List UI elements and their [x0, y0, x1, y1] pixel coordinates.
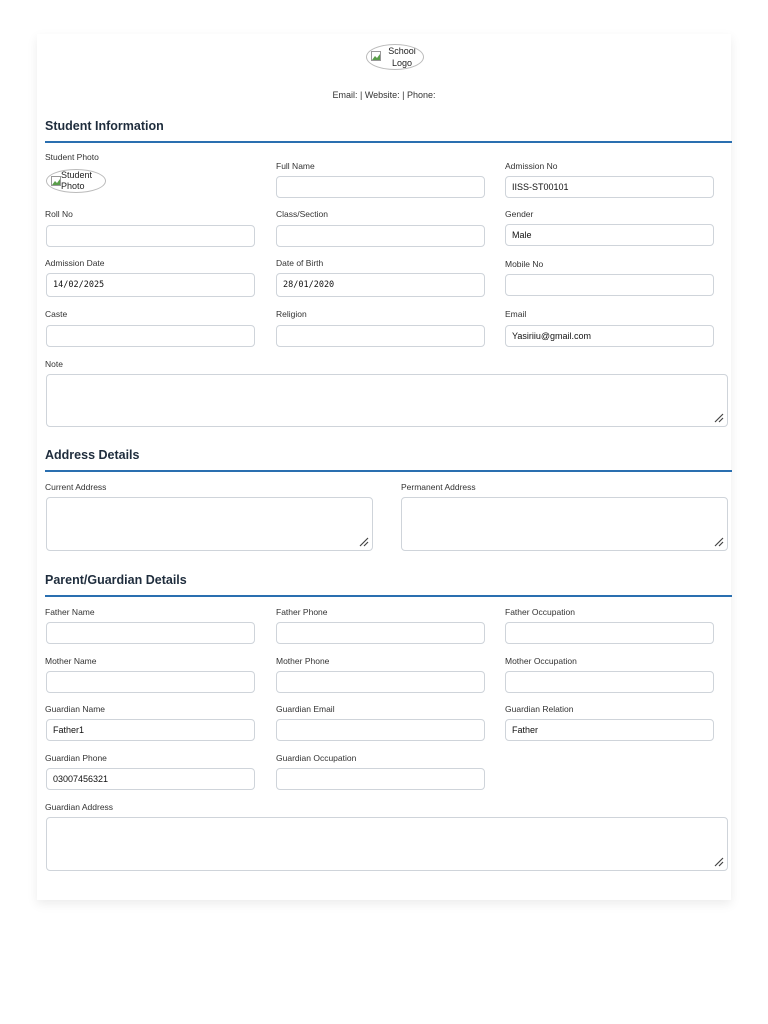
student-photo-alt: Student Photo [61, 170, 93, 191]
guardian-name-label: Guardian Name [45, 704, 106, 714]
resize-grip-icon[interactable] [714, 537, 724, 547]
mother-name-field[interactable] [46, 671, 255, 693]
full-name-label: Full Name [276, 161, 315, 171]
dob-field[interactable]: 28/01/2020 [276, 273, 485, 297]
section-divider [45, 470, 732, 472]
father-phone-label: Father Phone [276, 607, 328, 617]
caste-label: Caste [45, 309, 68, 319]
resize-grip-icon[interactable] [714, 413, 724, 423]
guardian-address-label: Guardian Address [45, 802, 114, 812]
broken-image-icon [51, 176, 61, 186]
religion-label: Religion [276, 309, 307, 319]
religion-field[interactable] [276, 325, 485, 347]
broken-image-icon [371, 51, 381, 61]
father-phone-field[interactable] [276, 622, 485, 644]
dob-label: Date of Birth [276, 258, 324, 268]
father-name-label: Father Name [45, 607, 95, 617]
roll-no-label: Roll No [45, 209, 73, 219]
note-label: Note [45, 359, 63, 369]
section-divider [45, 141, 732, 143]
caste-field[interactable] [46, 325, 255, 347]
guardian-email-label: Guardian Email [276, 704, 335, 714]
gender-label: Gender [505, 209, 534, 219]
admission-no-field[interactable]: IISS-ST00101 [505, 176, 714, 198]
current-address-label: Current Address [45, 482, 107, 492]
class-section-label: Class/Section [276, 209, 328, 219]
student-photo [46, 169, 106, 193]
admission-date-label: Admission Date [45, 258, 105, 268]
mother-phone-label: Mother Phone [276, 656, 330, 666]
father-name-field[interactable] [46, 622, 255, 644]
admission-no-label: Admission No [505, 161, 558, 171]
section-divider [45, 595, 732, 597]
logo-alt-text: School Logo [388, 46, 416, 68]
section-title-parent: Parent/Guardian Details [45, 573, 187, 587]
guardian-email-field[interactable] [276, 719, 485, 741]
permanent-address-label: Permanent Address [401, 482, 476, 492]
contact-line: Email: | Website: | Phone: [332, 90, 436, 100]
email-field[interactable]: Yasiriiu@gmail.com [505, 325, 714, 347]
guardian-occupation-field[interactable] [276, 768, 485, 790]
roll-no-field[interactable] [46, 225, 255, 247]
note-textarea[interactable] [46, 374, 728, 427]
mother-phone-field[interactable] [276, 671, 485, 693]
mother-occupation-field[interactable] [505, 671, 714, 693]
guardian-address-textarea[interactable] [46, 817, 728, 871]
school-logo [366, 44, 424, 70]
full-name-field[interactable] [276, 176, 485, 198]
mobile-no-label: Mobile No [505, 259, 544, 269]
guardian-relation-label: Guardian Relation [505, 704, 574, 714]
class-section-field[interactable] [276, 225, 485, 247]
mobile-no-field[interactable] [505, 274, 714, 296]
gender-field[interactable]: Male [505, 224, 714, 246]
guardian-phone-label: Guardian Phone [45, 753, 107, 763]
father-occupation-label: Father Occupation [505, 607, 575, 617]
current-address-textarea[interactable] [46, 497, 373, 551]
father-occupation-field[interactable] [505, 622, 714, 644]
student-photo-label: Student Photo [45, 152, 99, 162]
guardian-phone-field[interactable]: 03007456321 [46, 768, 255, 790]
guardian-name-field[interactable]: Father1 [46, 719, 255, 741]
mother-name-label: Mother Name [45, 656, 97, 666]
resize-grip-icon[interactable] [359, 537, 369, 547]
admission-date-field[interactable]: 14/02/2025 [46, 273, 255, 297]
section-title-student: Student Information [45, 119, 164, 133]
guardian-relation-field[interactable]: Father [505, 719, 714, 741]
email-label: Email [505, 309, 527, 319]
guardian-occupation-label: Guardian Occupation [276, 753, 357, 763]
mother-occupation-label: Mother Occupation [505, 656, 577, 666]
section-title-address: Address Details [45, 448, 140, 462]
resize-grip-icon[interactable] [714, 857, 724, 867]
permanent-address-textarea[interactable] [401, 497, 728, 551]
